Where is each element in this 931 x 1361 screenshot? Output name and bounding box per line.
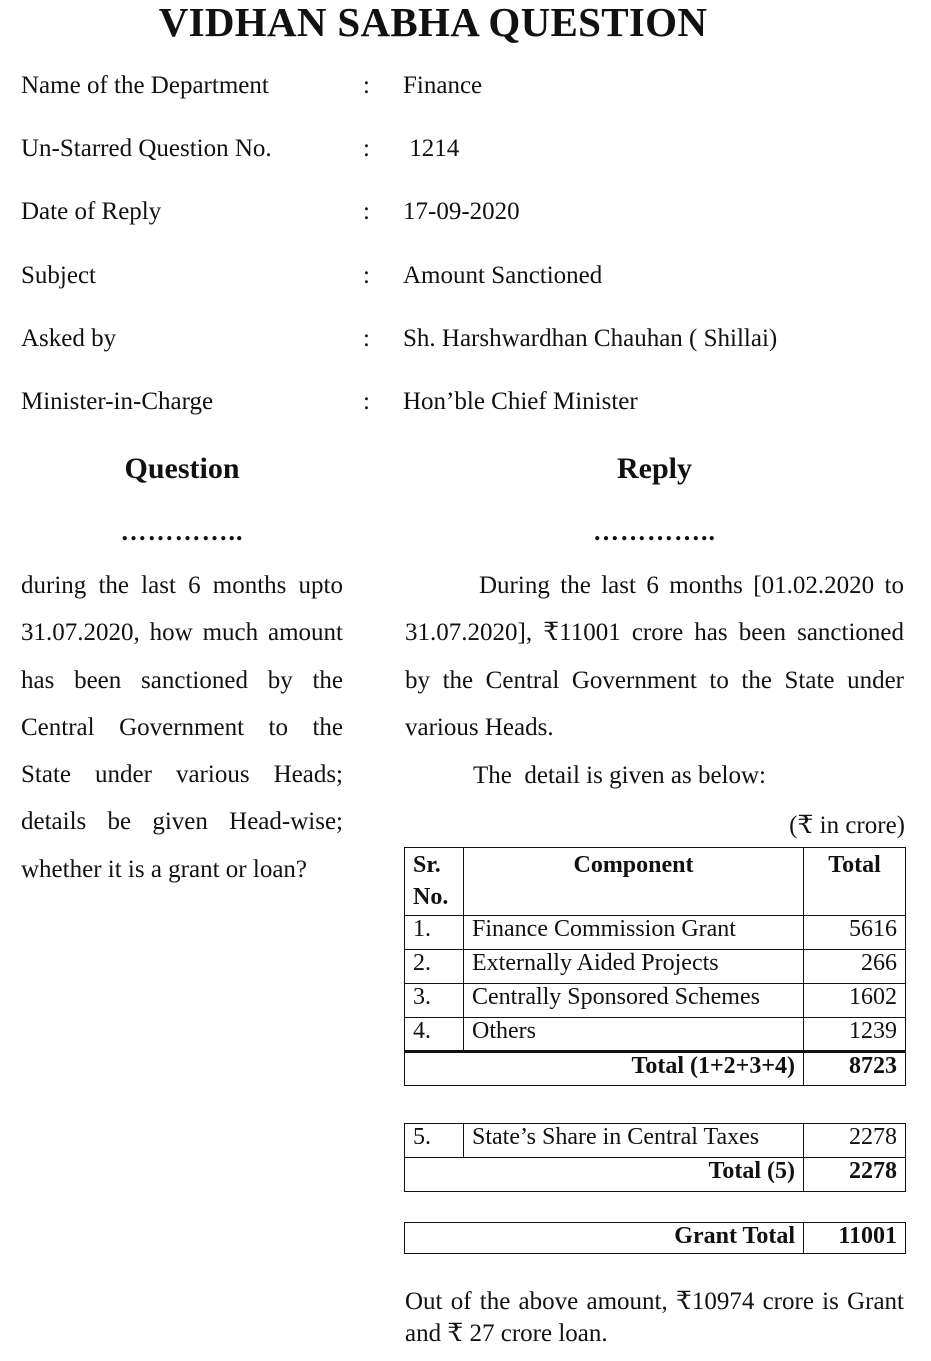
grand-total-table [404, 1222, 906, 1254]
row-component: Externally Aided Projects [464, 950, 804, 984]
table-row [405, 916, 906, 950]
grand-total-row [405, 1223, 906, 1254]
grand-total-value: 11001 [804, 1223, 906, 1254]
row-sr: 3. [405, 984, 464, 1018]
subtotal-value: 8723 [804, 1052, 906, 1086]
meta-label: Date of Reply [21, 198, 162, 225]
row-component: Others [464, 1018, 804, 1052]
components-table [404, 847, 906, 1086]
reply-heading: Reply [617, 452, 692, 485]
question-separator: ………….. [120, 517, 244, 546]
reply-separator: ………….. [593, 517, 716, 546]
meta-label: Un-Starred Question No. [21, 135, 272, 162]
meta-colon: : [363, 198, 370, 225]
row-sr: 5. [405, 1124, 464, 1158]
meta-label: Subject [21, 262, 96, 289]
meta-value: Hon’ble Chief Minister [403, 388, 638, 415]
meta-label: Minister-in-Charge [21, 388, 214, 415]
meta-label: Name of the Department [21, 72, 269, 99]
detail-line: The detail is given as below: [473, 762, 766, 789]
meta-colon: : [363, 388, 370, 415]
table-header-row [405, 848, 906, 916]
document-title: VIDHAN SABHA QUESTION [158, 0, 708, 45]
row-component: Finance Commission Grant [464, 916, 804, 950]
subtotal-row [405, 1052, 906, 1086]
table-row [405, 950, 906, 984]
meta-colon: : [363, 325, 370, 352]
subtotal-row [405, 1158, 906, 1192]
subtotal-label: Total (5) [405, 1158, 804, 1192]
header-total: Total [804, 848, 906, 916]
row-sr: 1. [405, 916, 464, 950]
unit-note: (₹ in crore) [789, 812, 905, 839]
subtotal-value: 2278 [804, 1158, 906, 1192]
meta-value: 1214 [403, 135, 460, 162]
meta-colon: : [363, 262, 370, 289]
table-row [405, 1018, 906, 1052]
state-share-table [404, 1123, 906, 1192]
meta-label: Asked by [21, 325, 117, 352]
reply-text: During the last 6 months [01.02.2020 to 31.07.2020], ₹11001 crore has been sanctioned by the Central Government to the State under various Heads. [405, 572, 904, 741]
grand-total-label: Grant Total [405, 1223, 804, 1254]
question-heading: Question [124, 452, 240, 485]
question-text: during the last 6 months upto 31.07.2020, how much amount has been sanctioned by the Central Government to the State under various Heads; details be given Head-wise; whether it is a grant or loan? [21, 572, 343, 883]
meta-colon: : [363, 135, 370, 162]
meta-value: Amount Sanctioned [403, 262, 603, 289]
meta-value: Sh. Harshwardhan Chauhan ( Shillai) [403, 325, 778, 352]
meta-value: Finance [403, 72, 483, 99]
row-component: State’s Share in Central Taxes [464, 1124, 804, 1158]
meta-colon: : [363, 72, 370, 99]
row-sr: 4. [405, 1018, 464, 1052]
closing-text: Out of the above amount, ₹10974 crore is Grant and ₹ 27 crore loan. [405, 1288, 904, 1347]
meta-value: 17-09-2020 [403, 198, 520, 225]
table-row [405, 984, 906, 1018]
header-component: Component [464, 848, 804, 916]
row-total: 1602 [804, 984, 906, 1018]
header-sr-no: Sr. No. [405, 848, 464, 916]
row-total: 5616 [804, 916, 906, 950]
table-row [405, 1124, 906, 1158]
row-total: 1239 [804, 1018, 906, 1052]
row-total: 266 [804, 950, 906, 984]
row-sr: 2. [405, 950, 464, 984]
subtotal-label: Total (1+2+3+4) [405, 1052, 804, 1086]
row-component: Centrally Sponsored Schemes [464, 984, 804, 1018]
row-total: 2278 [804, 1124, 906, 1158]
